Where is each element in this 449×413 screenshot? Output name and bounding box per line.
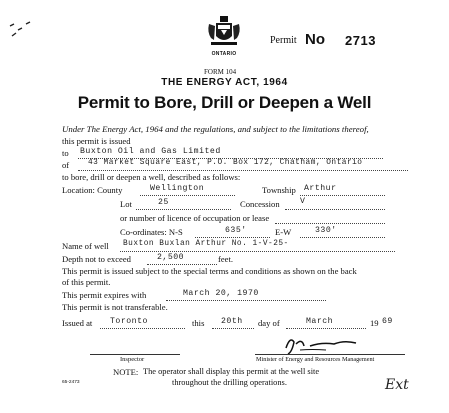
- coordinates-label: Co-ordinates: N-S: [120, 227, 183, 237]
- township-line: [300, 195, 385, 196]
- depth-label: Depth not to exceed: [62, 254, 131, 264]
- licence-label: or number of licence of occupation or lease: [120, 213, 270, 223]
- lot-value: 25: [158, 198, 169, 207]
- ew-label: E-W: [275, 227, 292, 237]
- expiry-line: [166, 300, 326, 301]
- form-number: FORM 104: [204, 68, 237, 76]
- inspector-label: Inspector: [120, 356, 145, 363]
- depth-value: 2,500: [157, 253, 185, 262]
- county-line: [140, 195, 235, 196]
- lot-line: [136, 209, 231, 210]
- this-label: this: [192, 318, 205, 328]
- well-name-line: [120, 251, 395, 252]
- jurisdiction-label: ONTARIO: [211, 51, 237, 57]
- minister-signature-line: [255, 354, 405, 355]
- location-county-label: Location: County: [62, 185, 123, 195]
- intro-line-2: this permit is issued: [62, 136, 131, 146]
- concession-label: Concession: [240, 199, 280, 209]
- year-prefix: 19: [370, 318, 379, 328]
- conditions-line-2: of this permit.: [62, 277, 111, 287]
- svg-text:Ext: Ext: [385, 377, 409, 393]
- month-line: [286, 328, 366, 329]
- note-line-1: The operator shall display this permit at the well site: [143, 367, 320, 376]
- township-label: Township: [262, 185, 296, 195]
- issued-at-value: Toronto: [110, 317, 148, 326]
- intro-line-1: Under The Energy Act, 1964 and the regulations, and subject to the limitations thereof,: [62, 124, 369, 134]
- ontario-coat-of-arms-icon: [205, 14, 243, 50]
- act-title: THE ENERGY ACT, 1964: [161, 77, 288, 88]
- issued-at-line: [100, 328, 185, 329]
- county-value: Wellington: [150, 184, 205, 193]
- concession-value: V: [300, 197, 306, 206]
- minister-signature: [282, 334, 362, 356]
- licence-line: [275, 223, 385, 224]
- inspector-signature-line: [90, 354, 180, 355]
- of-line: [78, 170, 408, 171]
- township-value: Arthur: [304, 184, 337, 193]
- form-code: 65-2473: [62, 380, 80, 385]
- depth-unit: feet.: [218, 254, 234, 264]
- ns-line: [195, 237, 270, 238]
- expiry-value: March 20, 1970: [183, 289, 259, 298]
- lot-label: Lot: [120, 199, 132, 209]
- depth-line: [147, 264, 217, 265]
- ns-value: 635': [225, 226, 247, 235]
- ew-line: [300, 237, 385, 238]
- handwritten-ext-mark: [383, 373, 419, 393]
- note-label: NOTE:: [113, 367, 139, 377]
- day-value: 20th: [221, 317, 243, 326]
- well-name-label: Name of well: [62, 241, 109, 251]
- permit-number: 2713: [345, 33, 376, 48]
- page-title: Permit to Bore, Drill or Deepen a Well: [77, 93, 372, 112]
- to-label: to: [62, 148, 69, 158]
- address-value: 43 Market Square East, P.O. Box 172, Chatham, Ontario: [88, 159, 363, 167]
- permit-no-label: No: [305, 31, 325, 48]
- well-name-value: Buxton Buxlan Arthur No. 1-V-25-: [123, 240, 289, 248]
- concession-line: [285, 209, 385, 210]
- minister-label: Minister of Energy and Resources Management: [256, 356, 375, 363]
- month-value: March: [306, 317, 334, 326]
- not-transferable-text: This permit is not transferable.: [62, 302, 168, 312]
- year-value: 69: [382, 317, 393, 326]
- note-line-2: throughout the drilling operations.: [172, 378, 287, 387]
- stray-marks: [8, 18, 48, 48]
- issued-to-value: Buxton Oil and Gas Limited: [80, 147, 221, 156]
- expiry-label: This permit expires with: [62, 290, 147, 300]
- purpose-text: to bore, drill or deepen a well, described as follows:: [62, 172, 241, 182]
- issued-at-label: Issued at: [62, 318, 93, 328]
- day-of-label: day of: [258, 318, 280, 328]
- permit-label: Permit: [270, 35, 297, 46]
- conditions-line-1: This permit is issued subject to the special terms and conditions as shown on the back: [62, 266, 357, 276]
- of-label: of: [62, 160, 70, 170]
- ew-value: 330': [315, 226, 337, 235]
- day-line: [212, 328, 254, 329]
